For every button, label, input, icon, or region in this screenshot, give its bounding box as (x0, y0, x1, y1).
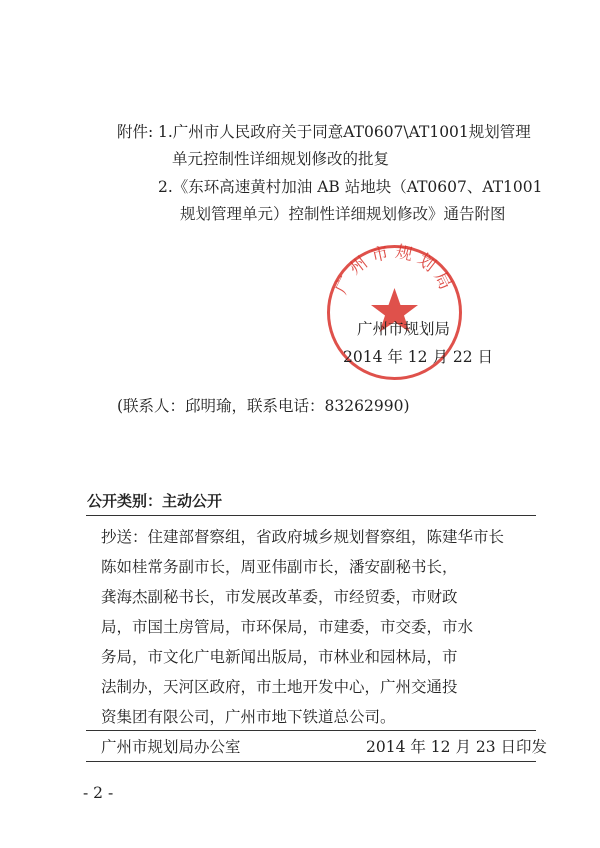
divider-top (86, 515, 536, 516)
attachment-2-line-2: 规划管理单元）控制性详细规划修改》通告附图 (180, 205, 506, 223)
issuing-office: 广州市规划局办公室 (101, 738, 241, 756)
contact-info: (联系人：邱明瑜，联系电话：83262990) (117, 397, 410, 415)
print-date: 2014 年 12 月 23 日印发 (366, 738, 548, 756)
cc-line-3: 龚海杰副秘书长，市发展改革委，市经贸委，市财政 (101, 588, 458, 606)
issue-date: 2014 年 12 月 22 日 (343, 348, 494, 366)
divider-bottom (86, 761, 536, 762)
cc-line-6: 法制办，天河区政府，市土地开发中心，广州交通投 (101, 678, 458, 696)
cc-line-4: 局，市国土房管局，市环保局，市建委，市交委，市水 (101, 618, 474, 636)
attachments-label: 附件: (117, 123, 154, 141)
divider-middle (86, 730, 536, 731)
issuer-name: 广州市规划局 (357, 320, 451, 338)
cc-line-1: 抄送：住建部督察组，省政府城乡规划督察组，陈建华市长 (101, 528, 505, 546)
page-number: - 2 - (83, 784, 114, 802)
disclosure-category: 公开类别：主动公开 (87, 492, 223, 510)
cc-line-2: 陈如桂常务副市长，周亚伟副市长，潘安副秘书长， (101, 558, 458, 576)
attachment-2-line-1: 2.《东环高速黄村加油 AB 站地块（AT0607、AT1001 (158, 178, 543, 196)
cc-line-5: 务局，市文化广电新闻出版局，市林业和园林局，市 (101, 648, 458, 666)
attachment-1-line-2: 单元控制性详细规划修改的批复 (172, 150, 390, 168)
attachment-1-line-1: 1.广州市人民政府关于同意AT0607\AT1001规划管理 (158, 123, 531, 141)
seal-text: 广州市规划局 (331, 242, 458, 298)
cc-line-7: 资集团有限公司，广州市地下铁道总公司。 (101, 708, 396, 726)
